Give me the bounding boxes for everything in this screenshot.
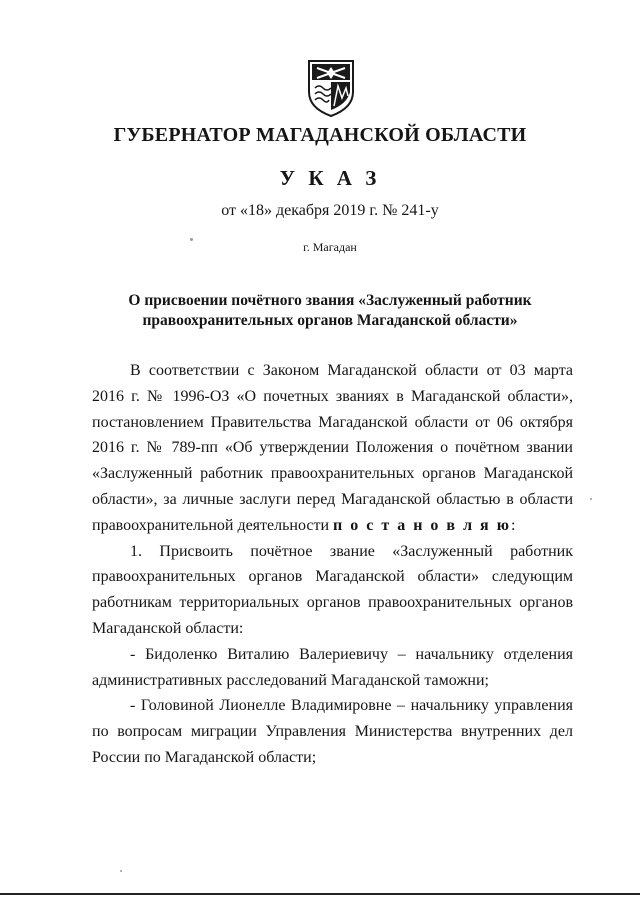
preamble-paragraph [92, 358, 573, 539]
decree-body [92, 358, 573, 771]
document-title: ГУБЕРНАТОР МАГАДАНСКОЙ ОБЛАСТИ [113, 124, 527, 146]
scan-speck [190, 238, 193, 241]
decree-city: г. Магадан [303, 240, 357, 254]
subject-line-2: правоохранительных органов Магаданской области» [142, 312, 518, 329]
decree-subject [110, 291, 550, 331]
preamble-text: В соответствии с Законом Магаданской области от 03 марта 2016 г. № 1996-ОЗ «О почетных званиях в Магаданской области», постановлением Правительства Магаданской области от 06 октября 2016 г. № 789-пп «Об утверждении Положения о почётном звании «Заслуженный работник правоохранительных органов Магаданской области», за личные заслуги перед Магаданской областью в области правоохранительной деятельности [92, 362, 573, 534]
resolve-colon: : [510, 516, 516, 534]
subject-line-1: О присвоении почётного звания «Заслуженный работник [128, 292, 532, 309]
scan-speck [120, 870, 122, 872]
resolve-word: п о с т а н о в л я ю [333, 516, 511, 534]
recipient-1-paragraph: - Бидоленко Виталию Валериевичу – начальнику отделения административных расследований Магаданской таможни; [92, 645, 573, 689]
scan-speck [590, 498, 592, 500]
magadan-coat-of-arms-icon [305, 58, 357, 118]
decree-date-number: от «18» декабря 2019 г. № 241-у [221, 202, 439, 219]
recipient-2-paragraph: - Головиной Лионелле Владимировне – начальнику управления по вопросам миграции Управления Министерства внутренних дел России по Магаданской области; [92, 697, 573, 766]
item-1-paragraph: 1. Присвоить почётное звание «Заслуженный работник правоохранительных органов Магаданской области» следующим работникам территориальных органов правоохранительных органов Магаданской области: [92, 542, 573, 637]
decree-label: У К А З [279, 166, 381, 190]
scan-edge-line [0, 893, 640, 895]
